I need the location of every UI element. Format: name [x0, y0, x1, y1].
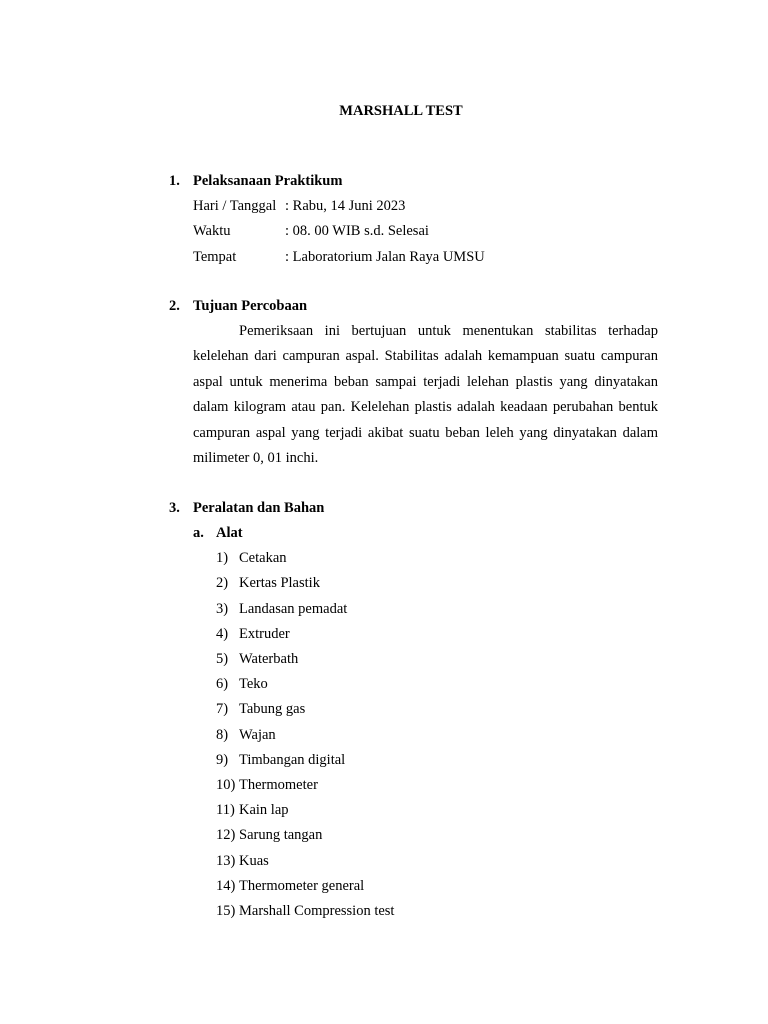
- list-item-text: Waterbath: [239, 651, 299, 668]
- subsection-letter: a.: [193, 525, 204, 541]
- list-item-text: Timbangan digital: [239, 751, 346, 768]
- list-item-text: Cetakan: [239, 550, 287, 567]
- list-item-number: 5): [216, 651, 229, 668]
- section-heading: [169, 496, 669, 521]
- list-item: [216, 723, 669, 748]
- section-title: Tujuan Percobaan: [193, 298, 308, 314]
- list-item-number: 11): [216, 802, 235, 819]
- list-item-text: Thermometer general: [239, 877, 365, 894]
- section-title: Peralatan dan Bahan: [193, 500, 325, 516]
- section-title: Pelaksanaan Praktikum: [193, 173, 343, 189]
- list-item: [216, 672, 669, 697]
- section-heading: [169, 169, 669, 194]
- list-item: [216, 773, 669, 798]
- list-item: [216, 823, 669, 848]
- list-item-number: 4): [216, 625, 229, 642]
- list-item-number: 10): [216, 776, 236, 793]
- section-paragraph: Pemeriksaan ini bertujuan untuk menentukan stabilitas terhadap kelelehan dari campuran aspal. Stabilitas adalah kemampuan suatu campuran aspal untuk menerima beban sampai terjadi lelehan plastis yang dinyatakan dalam kilogram atau pan. Kelelehan plastis adalah keadaan perubahan bentuk campuran aspal yang terjadi akibat suatu beban leleh yang dinyatakan dalam milimeter 0, 01 inchi.: [193, 323, 658, 467]
- list-item: [216, 899, 669, 924]
- list-item-text: Kertas Plastik: [239, 575, 320, 592]
- list-item-text: Extruder: [239, 625, 290, 642]
- info-row-waktu: [169, 219, 669, 244]
- list-item-text: Marshall Compression test: [239, 902, 395, 919]
- list-item-text: Landasan pemadat: [239, 600, 348, 617]
- subsection-heading-alat: [169, 521, 669, 546]
- list-item-text: Thermometer: [239, 776, 318, 793]
- section-tujuan-percobaan: [169, 294, 669, 471]
- list-item-number: 2): [216, 575, 229, 592]
- section-number: 2.: [169, 298, 180, 314]
- list-item-number: 1): [216, 550, 229, 567]
- equipment-list: [169, 546, 669, 924]
- info-value: : 08. 00 WIB s.d. Selesai: [285, 223, 429, 240]
- info-label: Hari / Tanggal: [193, 198, 277, 214]
- list-item-number: 6): [216, 676, 229, 693]
- list-item-number: 12): [216, 827, 236, 844]
- list-item: [216, 571, 669, 596]
- list-item-number: 13): [216, 852, 236, 869]
- list-item-text: Tabung gas: [239, 701, 306, 718]
- document-title: MARSHALL TEST: [339, 103, 463, 119]
- list-item-number: 8): [216, 726, 229, 743]
- list-item-text: Kuas: [239, 852, 269, 869]
- info-label: Waktu: [193, 223, 231, 240]
- list-item-number: 3): [216, 600, 229, 617]
- info-value: : Rabu, 14 Juni 2023: [285, 198, 406, 214]
- list-item-number: 15): [216, 902, 236, 919]
- list-item: [216, 748, 669, 773]
- subsection-title: Alat: [216, 525, 243, 541]
- section-number: 3.: [169, 500, 180, 516]
- list-item-number: 14): [216, 877, 236, 894]
- section-number: 1.: [169, 173, 180, 189]
- list-item-text: Sarung tangan: [239, 827, 323, 844]
- list-item-text: Kain lap: [239, 802, 289, 819]
- list-item-text: Teko: [239, 676, 268, 693]
- list-item: [216, 849, 669, 874]
- info-row-tempat: [169, 245, 669, 270]
- section-pelaksanaan-praktikum: [169, 169, 669, 270]
- list-item-text: Wajan: [239, 726, 276, 743]
- list-item: [216, 874, 669, 899]
- list-item-number: 7): [216, 701, 229, 718]
- info-label: Tempat: [193, 248, 237, 265]
- list-item: [216, 546, 669, 571]
- section-heading: [169, 294, 669, 319]
- list-item: [216, 697, 669, 722]
- info-value: : Laboratorium Jalan Raya UMSU: [285, 248, 485, 265]
- list-item: [216, 597, 669, 622]
- list-item: [216, 798, 669, 823]
- list-item-number: 9): [216, 751, 229, 768]
- section-peralatan-dan-bahan: [169, 496, 669, 924]
- list-item: [216, 647, 669, 672]
- info-row-hari-tanggal: [169, 194, 669, 219]
- list-item: [216, 622, 669, 647]
